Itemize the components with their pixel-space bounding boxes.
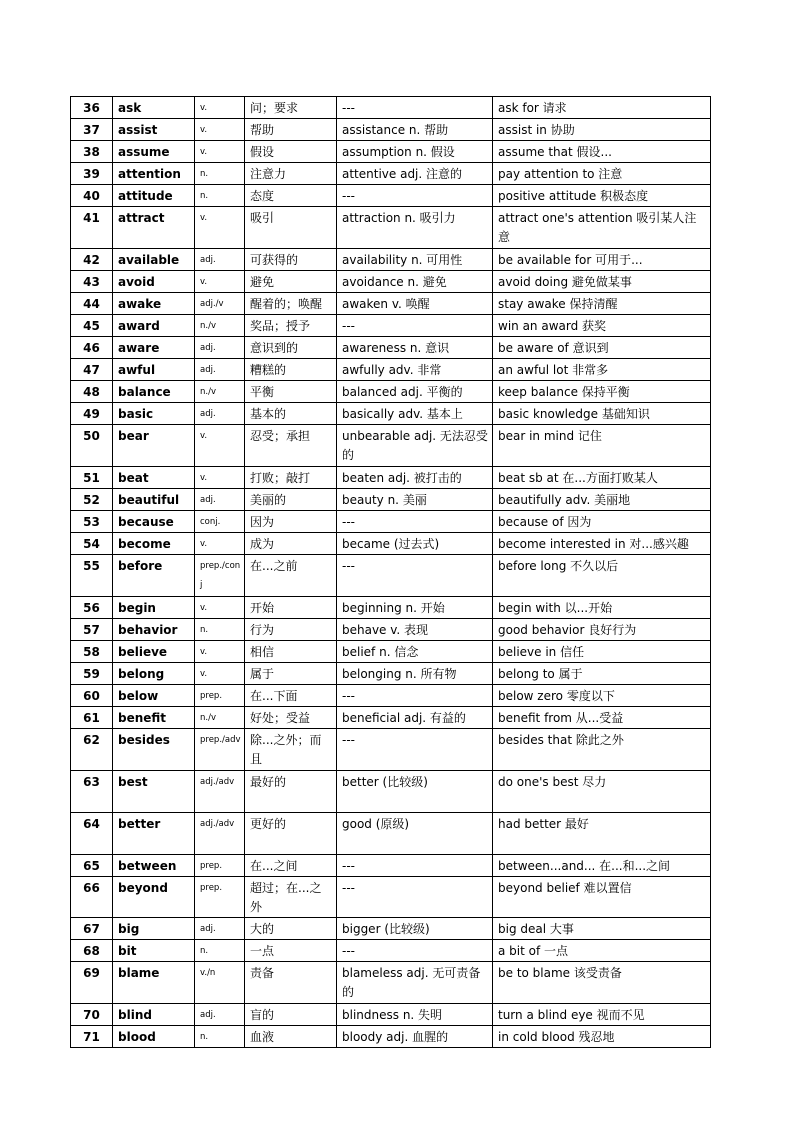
table-row — [71, 381, 711, 403]
table-row — [71, 97, 711, 119]
entry-derived-form: --- — [337, 729, 493, 771]
entry-number: 51 — [71, 467, 113, 489]
entry-number: 53 — [71, 511, 113, 533]
entry-phrase: a bit of 一点 — [493, 940, 711, 962]
entry-word: believe — [113, 641, 195, 663]
entry-derived-form: --- — [337, 877, 493, 918]
table-row — [71, 467, 711, 489]
table-row — [71, 489, 711, 511]
entry-part-of-speech: adj. — [195, 489, 245, 511]
entry-part-of-speech: v. — [195, 597, 245, 619]
entry-word: beyond — [113, 877, 195, 918]
entry-word: available — [113, 249, 195, 271]
entry-phrase: below zero 零度以下 — [493, 685, 711, 707]
table-row — [71, 940, 711, 962]
entry-phrase: be aware of 意识到 — [493, 337, 711, 359]
entry-part-of-speech: v. — [195, 207, 245, 249]
entry-meaning: 假设 — [245, 141, 337, 163]
entry-phrase: beat sb at 在...方面打败某人 — [493, 467, 711, 489]
entry-derived-form: --- — [337, 97, 493, 119]
entry-derived-form: avoidance n. 避免 — [337, 271, 493, 293]
entry-part-of-speech: n./v — [195, 315, 245, 337]
entry-phrase: belong to 属于 — [493, 663, 711, 685]
table-row — [71, 359, 711, 381]
table-row — [71, 663, 711, 685]
entry-word: assume — [113, 141, 195, 163]
entry-number: 71 — [71, 1026, 113, 1048]
entry-derived-form: assistance n. 帮助 — [337, 119, 493, 141]
table-row — [71, 707, 711, 729]
table-row — [71, 597, 711, 619]
entry-derived-form: became (过去式) — [337, 533, 493, 555]
table-row — [71, 533, 711, 555]
table-row — [71, 855, 711, 877]
entry-derived-form: good (原级) — [337, 813, 493, 855]
entry-word: awful — [113, 359, 195, 381]
entry-word: before — [113, 555, 195, 597]
entry-derived-form: belief n. 信念 — [337, 641, 493, 663]
entry-word: assist — [113, 119, 195, 141]
table-row — [71, 293, 711, 315]
entry-derived-form: basically adv. 基本上 — [337, 403, 493, 425]
entry-phrase: win an award 获奖 — [493, 315, 711, 337]
entry-number: 47 — [71, 359, 113, 381]
entry-meaning: 成为 — [245, 533, 337, 555]
entry-number: 57 — [71, 619, 113, 641]
entry-derived-form: awareness n. 意识 — [337, 337, 493, 359]
entry-part-of-speech: adj. — [195, 918, 245, 940]
entry-phrase: had better 最好 — [493, 813, 711, 855]
entry-word: blind — [113, 1004, 195, 1026]
entry-derived-form: belonging n. 所有物 — [337, 663, 493, 685]
entry-word: bit — [113, 940, 195, 962]
entry-part-of-speech: v. — [195, 97, 245, 119]
entry-derived-form: better (比较级) — [337, 771, 493, 813]
table-row — [71, 185, 711, 207]
entry-part-of-speech: v. — [195, 663, 245, 685]
entry-word: benefit — [113, 707, 195, 729]
entry-derived-form: blindness n. 失明 — [337, 1004, 493, 1026]
entry-part-of-speech: v. — [195, 119, 245, 141]
entry-part-of-speech: prep./adv — [195, 729, 245, 771]
entry-derived-form: awfully adv. 非常 — [337, 359, 493, 381]
table-row — [71, 249, 711, 271]
entry-derived-form: --- — [337, 855, 493, 877]
entry-number: 36 — [71, 97, 113, 119]
entry-phrase: believe in 信任 — [493, 641, 711, 663]
entry-derived-form: --- — [337, 185, 493, 207]
vocabulary-table — [70, 96, 711, 1048]
entry-part-of-speech: conj. — [195, 511, 245, 533]
entry-number: 44 — [71, 293, 113, 315]
entry-derived-form: --- — [337, 315, 493, 337]
entry-number: 70 — [71, 1004, 113, 1026]
entry-meaning: 基本的 — [245, 403, 337, 425]
entry-meaning: 忍受；承担 — [245, 425, 337, 467]
entry-phrase: bear in mind 记住 — [493, 425, 711, 467]
entry-number: 55 — [71, 555, 113, 597]
entry-phrase: benefit from 从...受益 — [493, 707, 711, 729]
vocabulary-table-body — [71, 97, 711, 1048]
entry-meaning: 一点 — [245, 940, 337, 962]
table-row — [71, 641, 711, 663]
entry-derived-form: --- — [337, 940, 493, 962]
table-row — [71, 141, 711, 163]
entry-phrase: stay awake 保持清醒 — [493, 293, 711, 315]
entry-phrase: assume that 假设... — [493, 141, 711, 163]
entry-word: besides — [113, 729, 195, 771]
entry-number: 45 — [71, 315, 113, 337]
entry-part-of-speech: adj. — [195, 337, 245, 359]
entry-part-of-speech: prep. — [195, 685, 245, 707]
entry-phrase: keep balance 保持平衡 — [493, 381, 711, 403]
entry-word: because — [113, 511, 195, 533]
entry-phrase: pay attention to 注意 — [493, 163, 711, 185]
entry-phrase: in cold blood 残忍地 — [493, 1026, 711, 1048]
entry-part-of-speech: n. — [195, 940, 245, 962]
entry-phrase: attract one's attention 吸引某人注意 — [493, 207, 711, 249]
entry-meaning: 因为 — [245, 511, 337, 533]
entry-word: behavior — [113, 619, 195, 641]
entry-meaning: 帮助 — [245, 119, 337, 141]
entry-meaning: 相信 — [245, 641, 337, 663]
entry-part-of-speech: v. — [195, 425, 245, 467]
entry-number: 39 — [71, 163, 113, 185]
entry-number: 60 — [71, 685, 113, 707]
entry-meaning: 行为 — [245, 619, 337, 641]
entry-phrase: an awful lot 非常多 — [493, 359, 711, 381]
entry-number: 48 — [71, 381, 113, 403]
entry-part-of-speech: adj./v — [195, 293, 245, 315]
table-row — [71, 771, 711, 813]
entry-meaning: 可获得的 — [245, 249, 337, 271]
entry-number: 46 — [71, 337, 113, 359]
entry-number: 41 — [71, 207, 113, 249]
entry-word: between — [113, 855, 195, 877]
entry-part-of-speech: n. — [195, 163, 245, 185]
entry-word: attitude — [113, 185, 195, 207]
entry-word: aware — [113, 337, 195, 359]
entry-derived-form: beginning n. 开始 — [337, 597, 493, 619]
entry-number: 66 — [71, 877, 113, 918]
entry-phrase: ask for 请求 — [493, 97, 711, 119]
entry-part-of-speech: n. — [195, 1026, 245, 1048]
entry-number: 54 — [71, 533, 113, 555]
entry-meaning: 属于 — [245, 663, 337, 685]
entry-part-of-speech: adj./adv — [195, 813, 245, 855]
entry-meaning: 注意力 — [245, 163, 337, 185]
entry-number: 49 — [71, 403, 113, 425]
entry-meaning: 吸引 — [245, 207, 337, 249]
entry-phrase: besides that 除此之外 — [493, 729, 711, 771]
entry-derived-form: assumption n. 假设 — [337, 141, 493, 163]
entry-word: blood — [113, 1026, 195, 1048]
entry-meaning: 在...之间 — [245, 855, 337, 877]
table-row — [71, 511, 711, 533]
entry-meaning: 在...下面 — [245, 685, 337, 707]
entry-meaning: 问；要求 — [245, 97, 337, 119]
entry-word: belong — [113, 663, 195, 685]
entry-part-of-speech: adj. — [195, 403, 245, 425]
entry-part-of-speech: prep. — [195, 877, 245, 918]
entry-number: 69 — [71, 962, 113, 1004]
table-row — [71, 163, 711, 185]
entry-part-of-speech: v. — [195, 141, 245, 163]
entry-phrase: positive attitude 积极态度 — [493, 185, 711, 207]
entry-derived-form: bloody adj. 血腥的 — [337, 1026, 493, 1048]
entry-number: 50 — [71, 425, 113, 467]
entry-word: begin — [113, 597, 195, 619]
entry-phrase: big deal 大事 — [493, 918, 711, 940]
entry-derived-form: --- — [337, 511, 493, 533]
entry-meaning: 好处；受益 — [245, 707, 337, 729]
entry-meaning: 醒着的；唤醒 — [245, 293, 337, 315]
entry-meaning: 大的 — [245, 918, 337, 940]
entry-phrase: assist in 协助 — [493, 119, 711, 141]
entry-phrase: be to blame 该受责备 — [493, 962, 711, 1004]
entry-derived-form: balanced adj. 平衡的 — [337, 381, 493, 403]
entry-part-of-speech: adj. — [195, 359, 245, 381]
entry-word: best — [113, 771, 195, 813]
entry-meaning: 态度 — [245, 185, 337, 207]
entry-part-of-speech: v./n — [195, 962, 245, 1004]
entry-number: 65 — [71, 855, 113, 877]
entry-meaning: 超过；在...之外 — [245, 877, 337, 918]
entry-number: 61 — [71, 707, 113, 729]
entry-number: 40 — [71, 185, 113, 207]
entry-part-of-speech: prep./conj — [195, 555, 245, 597]
entry-word: better — [113, 813, 195, 855]
table-row — [71, 918, 711, 940]
entry-word: balance — [113, 381, 195, 403]
entry-meaning: 打败；敲打 — [245, 467, 337, 489]
entry-phrase: do one's best 尽力 — [493, 771, 711, 813]
entry-word: awake — [113, 293, 195, 315]
entry-word: bear — [113, 425, 195, 467]
table-row — [71, 619, 711, 641]
entry-number: 56 — [71, 597, 113, 619]
table-row — [71, 425, 711, 467]
entry-part-of-speech: n. — [195, 619, 245, 641]
entry-part-of-speech: v. — [195, 641, 245, 663]
entry-number: 58 — [71, 641, 113, 663]
entry-word: become — [113, 533, 195, 555]
entry-phrase: good behavior 良好行为 — [493, 619, 711, 641]
entry-phrase: be available for 可用于... — [493, 249, 711, 271]
entry-part-of-speech: prep. — [195, 855, 245, 877]
entry-derived-form: availability n. 可用性 — [337, 249, 493, 271]
entry-part-of-speech: n. — [195, 185, 245, 207]
entry-meaning: 盲的 — [245, 1004, 337, 1026]
entry-word: below — [113, 685, 195, 707]
entry-number: 63 — [71, 771, 113, 813]
table-row — [71, 337, 711, 359]
table-row — [71, 271, 711, 293]
entry-word: award — [113, 315, 195, 337]
entry-number: 62 — [71, 729, 113, 771]
table-row — [71, 729, 711, 771]
entry-meaning: 开始 — [245, 597, 337, 619]
entry-part-of-speech: v. — [195, 271, 245, 293]
table-row — [71, 403, 711, 425]
entry-meaning: 在...之前 — [245, 555, 337, 597]
entry-word: attention — [113, 163, 195, 185]
entry-phrase: avoid doing 避免做某事 — [493, 271, 711, 293]
entry-word: avoid — [113, 271, 195, 293]
entry-word: beautiful — [113, 489, 195, 511]
entry-phrase: become interested in 对...感兴趣 — [493, 533, 711, 555]
entry-phrase: beautifully adv. 美丽地 — [493, 489, 711, 511]
entry-derived-form: beneficial adj. 有益的 — [337, 707, 493, 729]
entry-phrase: because of 因为 — [493, 511, 711, 533]
table-row — [71, 877, 711, 918]
entry-number: 37 — [71, 119, 113, 141]
entry-meaning: 奖品；授予 — [245, 315, 337, 337]
entry-word: basic — [113, 403, 195, 425]
entry-meaning: 美丽的 — [245, 489, 337, 511]
entry-meaning: 意识到的 — [245, 337, 337, 359]
entry-number: 68 — [71, 940, 113, 962]
entry-phrase: before long 不久以后 — [493, 555, 711, 597]
table-row — [71, 685, 711, 707]
entry-meaning: 更好的 — [245, 813, 337, 855]
entry-derived-form: unbearable adj. 无法忍受的 — [337, 425, 493, 467]
table-row — [71, 813, 711, 855]
entry-number: 67 — [71, 918, 113, 940]
entry-number: 64 — [71, 813, 113, 855]
entry-part-of-speech: adj. — [195, 1004, 245, 1026]
entry-phrase: begin with 以...开始 — [493, 597, 711, 619]
entry-number: 59 — [71, 663, 113, 685]
entry-part-of-speech: n./v — [195, 381, 245, 403]
entry-number: 43 — [71, 271, 113, 293]
entry-word: blame — [113, 962, 195, 1004]
entry-derived-form: --- — [337, 555, 493, 597]
entry-derived-form: beauty n. 美丽 — [337, 489, 493, 511]
entry-derived-form: attentive adj. 注意的 — [337, 163, 493, 185]
entry-number: 42 — [71, 249, 113, 271]
table-row — [71, 1026, 711, 1048]
entry-derived-form: blameless adj. 无可责备的 — [337, 962, 493, 1004]
table-row — [71, 1004, 711, 1026]
entry-phrase: turn a blind eye 视而不见 — [493, 1004, 711, 1026]
entry-meaning: 平衡 — [245, 381, 337, 403]
entry-part-of-speech: n./v — [195, 707, 245, 729]
entry-derived-form: beaten adj. 被打击的 — [337, 467, 493, 489]
entry-word: attract — [113, 207, 195, 249]
entry-phrase: basic knowledge 基础知识 — [493, 403, 711, 425]
entry-phrase: between...and... 在...和...之间 — [493, 855, 711, 877]
entry-meaning: 血液 — [245, 1026, 337, 1048]
table-row — [71, 315, 711, 337]
entry-meaning: 糟糕的 — [245, 359, 337, 381]
entry-derived-form: behave v. 表现 — [337, 619, 493, 641]
entry-derived-form: bigger (比较级) — [337, 918, 493, 940]
table-row — [71, 119, 711, 141]
entry-number: 38 — [71, 141, 113, 163]
table-row — [71, 962, 711, 1004]
table-row — [71, 207, 711, 249]
entry-part-of-speech: v. — [195, 533, 245, 555]
entry-word: beat — [113, 467, 195, 489]
entry-word: big — [113, 918, 195, 940]
entry-word: ask — [113, 97, 195, 119]
entry-derived-form: awaken v. 唤醒 — [337, 293, 493, 315]
entry-phrase: beyond belief 难以置信 — [493, 877, 711, 918]
entry-meaning: 避免 — [245, 271, 337, 293]
entry-meaning: 最好的 — [245, 771, 337, 813]
entry-number: 52 — [71, 489, 113, 511]
table-row — [71, 555, 711, 597]
entry-derived-form: --- — [337, 685, 493, 707]
entry-derived-form: attraction n. 吸引力 — [337, 207, 493, 249]
entry-part-of-speech: adj./adv — [195, 771, 245, 813]
entry-meaning: 除...之外；而且 — [245, 729, 337, 771]
entry-part-of-speech: v. — [195, 467, 245, 489]
entry-part-of-speech: adj. — [195, 249, 245, 271]
entry-meaning: 责备 — [245, 962, 337, 1004]
